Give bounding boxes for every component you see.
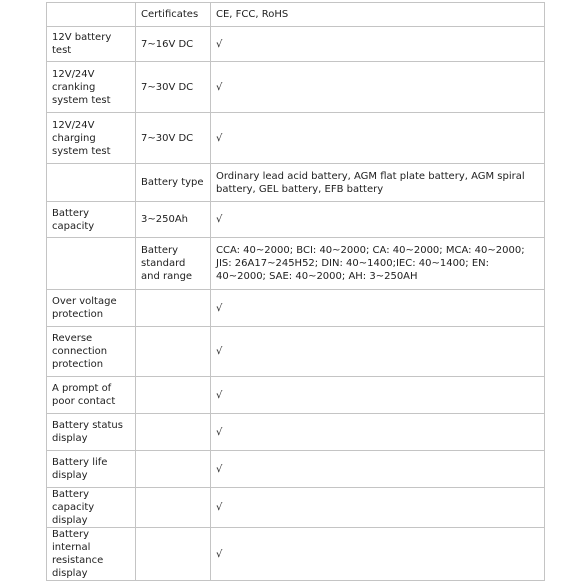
row-attribute bbox=[136, 528, 211, 581]
row-attribute bbox=[136, 451, 211, 488]
row-attribute: 3~250Ah bbox=[136, 202, 211, 238]
row-attribute: 7~30V DC bbox=[136, 113, 211, 164]
check-mark: √ bbox=[211, 202, 545, 238]
row-attribute: Battery standard and range bbox=[136, 238, 211, 290]
table-row bbox=[47, 290, 545, 327]
row-label: Reverse connection protection bbox=[47, 327, 136, 377]
table-row bbox=[47, 451, 545, 488]
table-row bbox=[47, 528, 545, 581]
check-mark: √ bbox=[211, 62, 545, 113]
table-row bbox=[47, 488, 545, 528]
row-label bbox=[47, 238, 136, 290]
check-mark: √ bbox=[211, 488, 545, 528]
check-mark: √ bbox=[211, 414, 545, 451]
row-attribute bbox=[136, 290, 211, 327]
spec-table-container bbox=[46, 2, 545, 581]
row-label: Over voltage protection bbox=[47, 290, 136, 327]
row-label: Battery status display bbox=[47, 414, 136, 451]
row-attribute bbox=[136, 414, 211, 451]
row-label: Battery capacity bbox=[47, 202, 136, 238]
row-attribute bbox=[136, 327, 211, 377]
row-attribute bbox=[136, 377, 211, 414]
row-label: A prompt of poor contact bbox=[47, 377, 136, 414]
row-label: 12V/24V cranking system test bbox=[47, 62, 136, 113]
check-mark: √ bbox=[211, 290, 545, 327]
check-mark: √ bbox=[211, 451, 545, 488]
row-label bbox=[47, 3, 136, 27]
row-label: 12V battery test bbox=[47, 27, 136, 62]
table-row bbox=[47, 3, 545, 27]
row-label: Battery capacity display bbox=[47, 488, 136, 528]
check-mark: √ bbox=[211, 377, 545, 414]
row-attribute bbox=[136, 488, 211, 528]
row-value: CE, FCC, RoHS bbox=[211, 3, 545, 27]
check-mark: √ bbox=[211, 327, 545, 377]
table-row bbox=[47, 164, 545, 202]
table-row bbox=[47, 202, 545, 238]
row-attribute: 7~16V DC bbox=[136, 27, 211, 62]
row-value: CCA: 40~2000; BCI: 40~2000; CA: 40~2000; MCA: 40~2000; JIS: 26A17~245H52; DIN: 40~1400;IEC: 40~1400; EN: 40~2000; SAE: 40~2000; AH: 3~250AH bbox=[211, 238, 545, 290]
row-attribute: Battery type bbox=[136, 164, 211, 202]
table-row bbox=[47, 377, 545, 414]
check-mark: √ bbox=[211, 528, 545, 581]
check-mark: √ bbox=[211, 27, 545, 62]
row-value: Ordinary lead acid battery, AGM flat plate battery, AGM spiral battery, GEL battery, EFB battery bbox=[211, 164, 545, 202]
row-label: Battery life display bbox=[47, 451, 136, 488]
table-row bbox=[47, 62, 545, 113]
row-label: 12V/24V charging system test bbox=[47, 113, 136, 164]
table-row bbox=[47, 414, 545, 451]
table-row bbox=[47, 113, 545, 164]
table-row bbox=[47, 27, 545, 62]
table-row bbox=[47, 238, 545, 290]
spec-table bbox=[46, 2, 545, 581]
row-label: Battery internal resistance display bbox=[47, 528, 136, 581]
row-label bbox=[47, 164, 136, 202]
table-row bbox=[47, 327, 545, 377]
row-attribute: Certificates bbox=[136, 3, 211, 27]
check-mark: √ bbox=[211, 113, 545, 164]
row-attribute: 7~30V DC bbox=[136, 62, 211, 113]
